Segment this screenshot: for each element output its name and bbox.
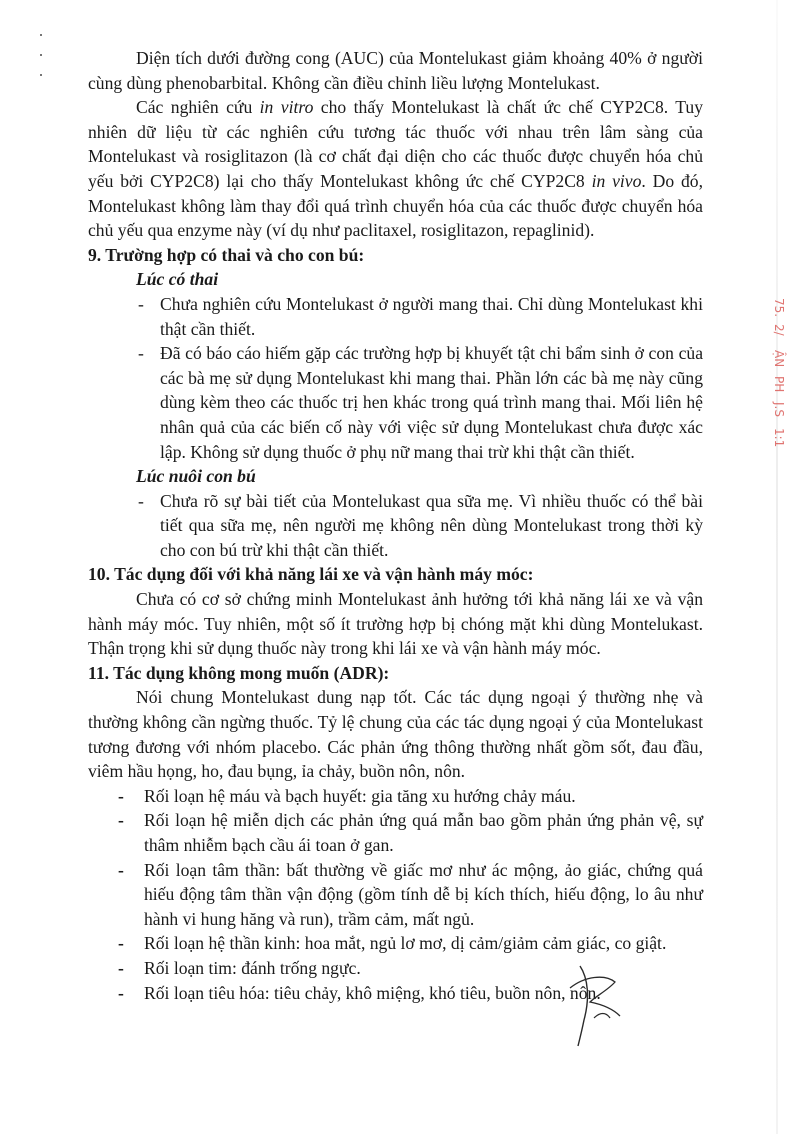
list-item: - Rối loạn tim: đánh trống ngực.	[144, 956, 703, 981]
list-item: - Rối loạn hệ miễn dịch các phản ứng quá mẫn bao gồm phản ứng phản vệ, sự thâm nhiễm bạch cầu ái toan ở gan.	[144, 808, 703, 857]
stamp-text: ẬN	[772, 350, 786, 368]
italic-term: in vitro	[259, 97, 314, 118]
paragraph-cyp2c8	[88, 95, 703, 243]
stamp-text: 1:1	[772, 428, 786, 448]
list-item: - Chưa rõ sự bài tiết của Montelukast qua sữa mẹ. Vì nhiều thuốc có thể bài tiết qua sữa mẹ, nên người mẹ không nên dùng Montelukast trong thời kỳ cho con bú trừ khi thật cần thiết.	[160, 489, 703, 563]
section-10-text: Chưa có cơ sở chứng minh Montelukast ảnh hưởng tới khả năng lái xe và vận hành máy móc. Tuy nhiên, một số ít trường hợp bị chóng mặt khi dùng Montelukast. Thận trọng khi sử dụng thuốc này trong khi lái xe và vận hành máy móc.	[88, 589, 703, 659]
section-11-heading: 11. Tác dụng không mong muốn (ADR):	[88, 662, 390, 683]
text-run: . Do đó, Montelukast không làm thay đổi quá trình chuyển hóa của các thuốc được chuyển hóa chủ yếu qua enzyme này (ví dụ như paclitaxel, rosiglitazon, repaglinid).	[88, 170, 703, 241]
document-body	[88, 46, 703, 1005]
red-stamp-fragment	[764, 300, 794, 460]
handwritten-signature	[560, 958, 640, 1048]
list-item: - Đã có báo cáo hiếm gặp các trường hợp bị khuyết tật chi bẩm sinh ở con của các bà mẹ sử dụng Montelukast khi mang thai. Phần lớn các bà mẹ này cũng dùng kèm theo các thuốc trị hen khác trong quá trình mang thai. Mối liên hệ nhân quả của các biến cố này với việc sử dụng Montelukast chưa được xác lập. Không sử dụng thuốc ở phụ nữ mang thai trừ khi thật cần thiết.	[160, 341, 703, 464]
scan-speck	[40, 34, 42, 36]
lactation-subheading: Lúc nuôi con bú	[136, 466, 256, 487]
page-edge-shadow	[776, 0, 778, 1134]
list-item: - Rối loạn tiêu hóa: tiêu chảy, khô miệng, khó tiêu, buồn nôn, nôn.	[144, 981, 703, 1006]
paragraph-auc: Diện tích dưới đường cong (AUC) của Montelukast giảm khoảng 40% ở người cùng dùng phenobarbital. Không cần điều chỉnh liều lượng Montelukast.	[88, 48, 703, 93]
scan-speck	[40, 54, 42, 56]
stamp-text: J.S	[772, 402, 786, 417]
list-item: - Rối loạn hệ máu và bạch huyết: gia tăng xu hướng chảy máu.	[144, 784, 703, 809]
text-run: Các nghiên cứu	[136, 97, 260, 118]
scan-speck	[40, 74, 42, 76]
list-item: - Rối loạn hệ thần kinh: hoa mắt, ngủ lơ mơ, dị cảm/giảm cảm giác, co giật.	[144, 931, 703, 956]
section-11-text: Nói chung Montelukast dung nạp tốt. Các tác dụng ngoại ý thường nhẹ và thường không cần ngừng thuốc. Tỷ lệ chung của các tác dụng ngoại ý của Montelukast tương đương với nhóm placebo. Các phản ứng thông thường nhất gồm sốt, đau đầu, viêm hầu họng, ho, đau bụng, ỉa chảy, buồn nôn, nôn.	[88, 687, 703, 782]
section-10-heading: 10. Tác dụng đối với khả năng lái xe và vận hành máy móc:	[88, 564, 534, 585]
stamp-text: 75.	[772, 298, 786, 318]
text-run: cho thấy Montelukast là chất ức chế CYP2C8. Tuy nhiên dữ liệu từ các nghiên cứu tương tác thuốc với nhau trên lâm sàng của Montelukast và rosiglitazon (là cơ chất đại diện cho các thuốc được chuyển hóa chủ yếu bởi CYP2C8) lại cho thấy Montelukast không ức chế CYP2C8	[88, 97, 704, 191]
italic-term: in vivo	[591, 170, 642, 191]
pregnancy-subheading: Lúc có thai	[136, 269, 219, 290]
list-item: - Chưa nghiên cứu Montelukast ở người mang thai. Chỉ dùng Montelukast khi thật cần thiết.	[160, 292, 703, 341]
section-9-heading: 9. Trường hợp có thai và cho con bú:	[88, 244, 365, 265]
stamp-text: 2/	[772, 324, 786, 336]
stamp-text: PH	[772, 376, 786, 393]
list-item: - Rối loạn tâm thần: bất thường về giấc mơ như ác mộng, ảo giác, chứng quá hiếu động tâm thần vận động (gồm tính dễ bị kích thích, hiếu động, lo âu như hành vi hung hăng và run), trầm cảm, mất ngủ.	[144, 858, 703, 932]
